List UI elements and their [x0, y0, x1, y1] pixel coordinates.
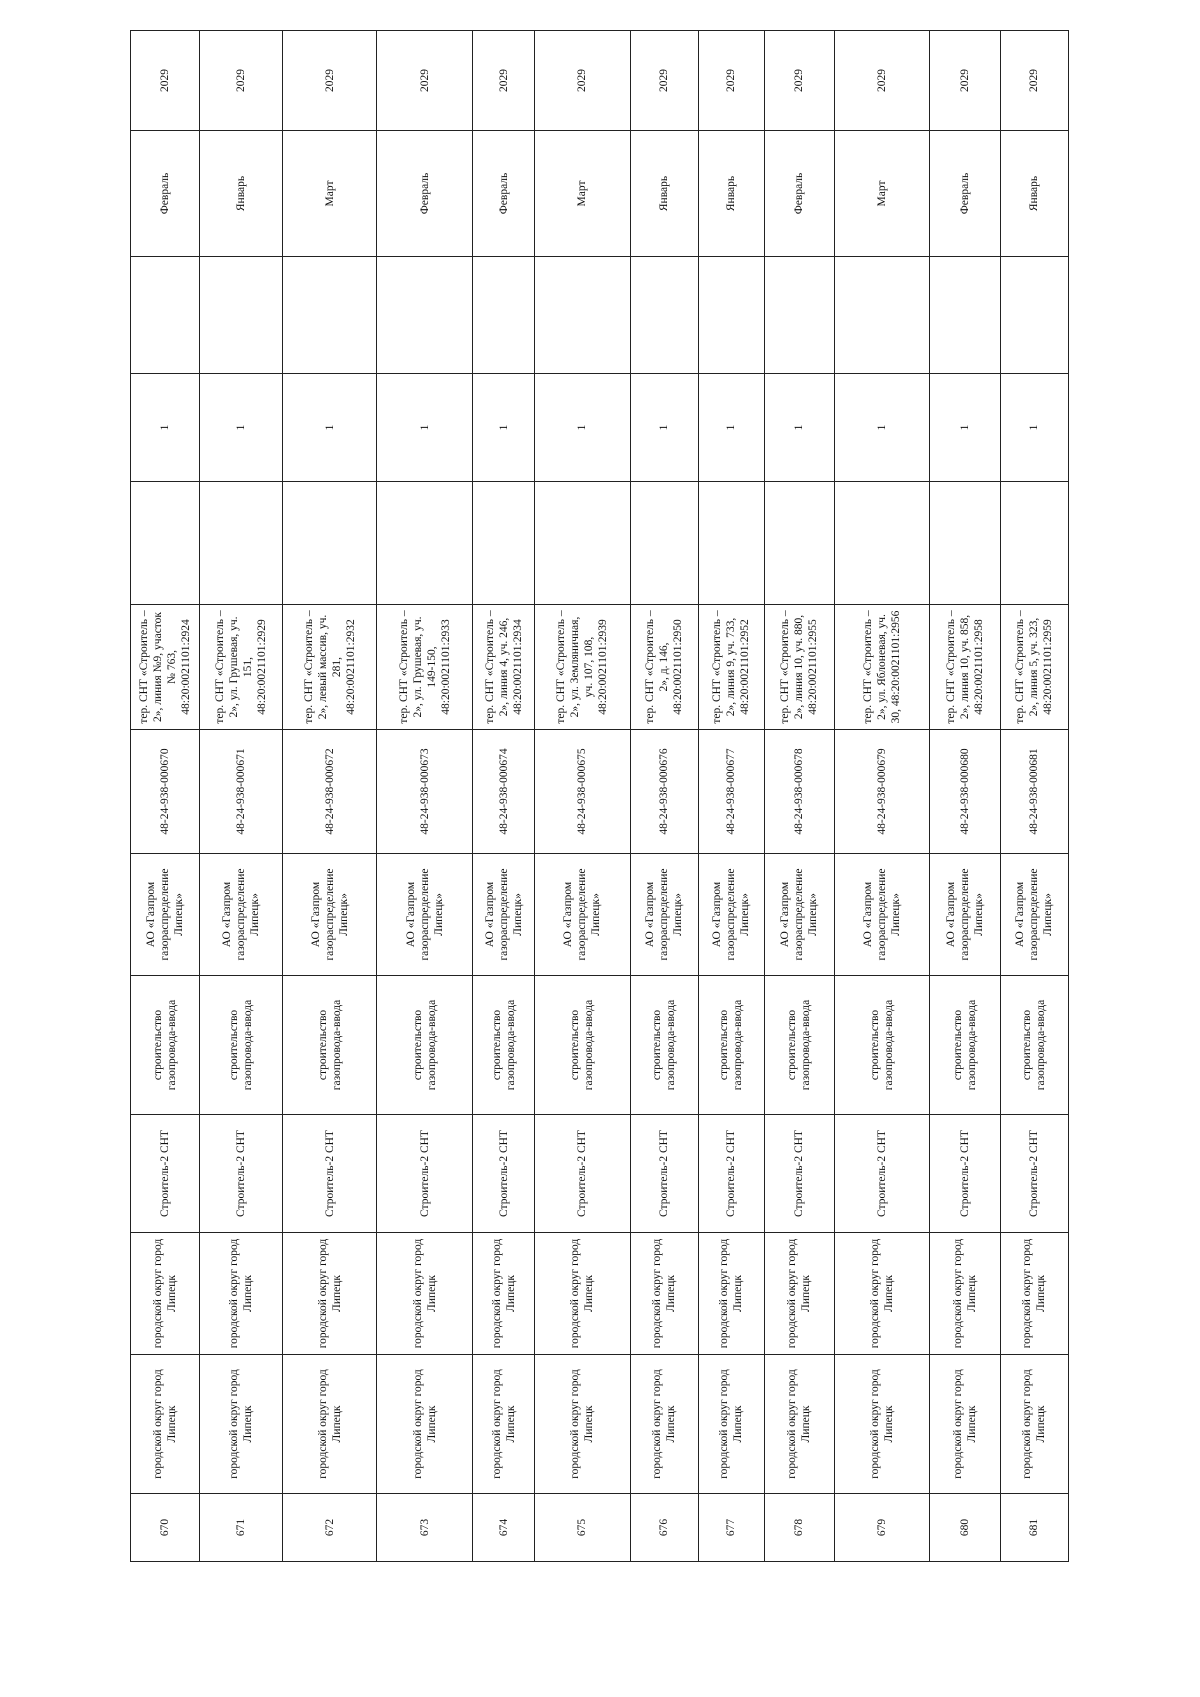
planned-year-cell: 2029 — [377, 31, 472, 131]
object-code-cell: 48-24-938-000675 — [535, 730, 630, 854]
planned-month-cell: Февраль — [377, 131, 472, 257]
object-code-cell: 48-24-938-000673 — [377, 730, 472, 854]
note-cell — [930, 257, 1000, 374]
planned-month-cell: Февраль — [930, 131, 1000, 257]
object-code-cell: 48-24-938-000671 — [200, 730, 283, 854]
settlement-cell: городской округ город Липецк — [131, 1233, 200, 1355]
settlement-cell: городской округ город Липецк — [930, 1233, 1000, 1355]
organization-cell: АО «Газпром газораспределение Липецк» — [630, 854, 698, 976]
work-type-cell: строительство газопровода-ввода — [535, 976, 630, 1115]
planned-year-cell: 2029 — [200, 31, 283, 131]
planned-year-cell: 2029 — [630, 31, 698, 131]
settlement-cell: городской округ город Липецк — [835, 1233, 930, 1355]
planned-year-cell: 2029 — [283, 31, 377, 131]
quantity-cell: 1 — [698, 374, 764, 482]
table-row — [377, 31, 472, 1562]
municipality-cell: городской округ город Липецк — [472, 1355, 534, 1494]
quantity-cell: 1 — [764, 374, 834, 482]
planned-year-cell: 2029 — [835, 31, 930, 131]
table-row — [698, 31, 764, 1562]
organization-cell: АО «Газпром газораспределение Липецк» — [200, 854, 283, 976]
organization-cell: АО «Газпром газораспределение Липецк» — [283, 854, 377, 976]
quantity-cell: 1 — [535, 374, 630, 482]
settlement-cell: городской округ город Липецк — [200, 1233, 283, 1355]
gas-connection-register-table — [130, 30, 1069, 1562]
note-cell — [200, 257, 283, 374]
note-cell — [535, 257, 630, 374]
municipality-cell: городской округ город Липецк — [698, 1355, 764, 1494]
municipality-cell: городской округ город Липецк — [930, 1355, 1000, 1494]
municipality-cell: городской округ город Липецк — [630, 1355, 698, 1494]
work-type-cell: строительство газопровода-ввода — [472, 976, 534, 1115]
snt-name-cell: Строитель-2 СНТ — [764, 1115, 834, 1233]
snt-name-cell: Строитель-2 СНТ — [200, 1115, 283, 1233]
extra-info-cell — [283, 482, 377, 605]
organization-cell: АО «Газпром газораспределение Липецк» — [472, 854, 534, 976]
extra-info-cell — [535, 482, 630, 605]
work-type-cell: строительство газопровода-ввода — [698, 976, 764, 1115]
address-cadastral-cell: тер. СНТ «Строитель – 2», ул. Яблоневая, уч. 30, 48:20:0021101:2956 — [835, 605, 930, 730]
object-code-cell: 48-24-938-000674 — [472, 730, 534, 854]
organization-cell: АО «Газпром газораспределение Липецк» — [377, 854, 472, 976]
table-row — [131, 31, 200, 1562]
table-row — [835, 31, 930, 1562]
planned-month-cell: Март — [535, 131, 630, 257]
municipality-cell: городской округ город Липецк — [764, 1355, 834, 1494]
settlement-cell: городской округ город Липецк — [283, 1233, 377, 1355]
work-type-cell: строительство газопровода-ввода — [630, 976, 698, 1115]
planned-year-cell: 2029 — [764, 31, 834, 131]
address-cadastral-cell: тер. СНТ «Строитель – 2», линия 5, уч. 323, 48:20:0021101:2959 — [1000, 605, 1068, 730]
settlement-cell: городской округ город Липецк — [764, 1233, 834, 1355]
table-row — [535, 31, 630, 1562]
address-cadastral-cell: тер. СНТ «Строитель – 2», линия 9, уч. 733, 48:20:0021101:2952 — [698, 605, 764, 730]
extra-info-cell — [764, 482, 834, 605]
snt-name-cell: Строитель-2 СНТ — [930, 1115, 1000, 1233]
municipality-cell: городской округ город Липецк — [535, 1355, 630, 1494]
municipality-cell: городской округ город Липецк — [283, 1355, 377, 1494]
snt-name-cell: Строитель-2 СНТ — [131, 1115, 200, 1233]
object-code-cell: 48-24-938-000676 — [630, 730, 698, 854]
object-code-cell: 48-24-938-000678 — [764, 730, 834, 854]
row-number: 672 — [283, 1494, 377, 1562]
object-code-cell: 48-24-938-000677 — [698, 730, 764, 854]
municipality-cell: городской округ город Липецк — [1000, 1355, 1068, 1494]
row-number: 671 — [200, 1494, 283, 1562]
organization-cell: АО «Газпром газораспределение Липецк» — [1000, 854, 1068, 976]
organization-cell: АО «Газпром газораспределение Липецк» — [764, 854, 834, 976]
organization-cell: АО «Газпром газораспределение Липецк» — [930, 854, 1000, 976]
note-cell — [377, 257, 472, 374]
table-row — [630, 31, 698, 1562]
quantity-cell: 1 — [630, 374, 698, 482]
snt-name-cell: Строитель-2 СНТ — [472, 1115, 534, 1233]
register-rows — [131, 31, 1069, 1562]
address-cadastral-cell: тер. СНТ «Строитель – 2», ул. Грушевая, уч. 149-150, 48:20:0021101:2933 — [377, 605, 472, 730]
quantity-cell: 1 — [1000, 374, 1068, 482]
note-cell — [472, 257, 534, 374]
extra-info-cell — [200, 482, 283, 605]
planned-month-cell: Март — [283, 131, 377, 257]
snt-name-cell: Строитель-2 СНТ — [835, 1115, 930, 1233]
address-cadastral-cell: тер. СНТ «Строитель – 2», линия 10, уч. 858, 48:20:0021101:2958 — [930, 605, 1000, 730]
address-cadastral-cell: тер. СНТ «Строитель – 2», ул. Грушевая, уч. 151, 48:20:0021101:2929 — [200, 605, 283, 730]
snt-name-cell: Строитель-2 СНТ — [630, 1115, 698, 1233]
address-cadastral-cell: тер. СНТ «Строитель – 2», линия №9, участок № 763, 48:20:0021101:2924 — [131, 605, 200, 730]
note-cell — [283, 257, 377, 374]
table-row — [1000, 31, 1068, 1562]
planned-month-cell: Февраль — [131, 131, 200, 257]
organization-cell: АО «Газпром газораспределение Липецк» — [835, 854, 930, 976]
planned-month-cell: Январь — [698, 131, 764, 257]
note-cell — [764, 257, 834, 374]
snt-name-cell: Строитель-2 СНТ — [1000, 1115, 1068, 1233]
planned-month-cell: Январь — [1000, 131, 1068, 257]
work-type-cell: строительство газопровода-ввода — [377, 976, 472, 1115]
planned-year-cell: 2029 — [698, 31, 764, 131]
extra-info-cell — [630, 482, 698, 605]
work-type-cell: строительство газопровода-ввода — [200, 976, 283, 1115]
work-type-cell: строительство газопровода-ввода — [930, 976, 1000, 1115]
row-number: 680 — [930, 1494, 1000, 1562]
planned-month-cell: Февраль — [472, 131, 534, 257]
work-type-cell: строительство газопровода-ввода — [764, 976, 834, 1115]
work-type-cell: строительство газопровода-ввода — [131, 976, 200, 1115]
table-row — [200, 31, 283, 1562]
quantity-cell: 1 — [283, 374, 377, 482]
planned-month-cell: Февраль — [764, 131, 834, 257]
rotated-register-sheet — [130, 69, 1069, 1562]
planned-year-cell: 2029 — [535, 31, 630, 131]
snt-name-cell: Строитель-2 СНТ — [535, 1115, 630, 1233]
extra-info-cell — [1000, 482, 1068, 605]
address-cadastral-cell: тер. СНТ «Строитель – 2», левый массив, уч. 281, 48:20:0021101:2932 — [283, 605, 377, 730]
table-row — [283, 31, 377, 1562]
planned-year-cell: 2029 — [131, 31, 200, 131]
row-number: 677 — [698, 1494, 764, 1562]
address-cadastral-cell: тер. СНТ «Строитель – 2», д. 146, 48:20:0021101:2950 — [630, 605, 698, 730]
work-type-cell: строительство газопровода-ввода — [835, 976, 930, 1115]
address-cadastral-cell: тер. СНТ «Строитель – 2», ул. Земляничная, уч. 107, 108, 48:20:0021101:2939 — [535, 605, 630, 730]
note-cell — [1000, 257, 1068, 374]
table-row — [764, 31, 834, 1562]
quantity-cell: 1 — [377, 374, 472, 482]
row-number: 675 — [535, 1494, 630, 1562]
object-code-cell: 48-24-938-000670 — [131, 730, 200, 854]
extra-info-cell — [472, 482, 534, 605]
row-number: 674 — [472, 1494, 534, 1562]
extra-info-cell — [698, 482, 764, 605]
settlement-cell: городской округ город Липецк — [472, 1233, 534, 1355]
row-number: 670 — [131, 1494, 200, 1562]
settlement-cell: городской округ город Липецк — [535, 1233, 630, 1355]
organization-cell: АО «Газпром газораспределение Липецк» — [535, 854, 630, 976]
planned-year-cell: 2029 — [472, 31, 534, 131]
extra-info-cell — [930, 482, 1000, 605]
quantity-cell: 1 — [930, 374, 1000, 482]
row-number: 676 — [630, 1494, 698, 1562]
note-cell — [835, 257, 930, 374]
settlement-cell: городской округ город Липецк — [630, 1233, 698, 1355]
planned-year-cell: 2029 — [930, 31, 1000, 131]
planned-month-cell: Январь — [200, 131, 283, 257]
note-cell — [698, 257, 764, 374]
quantity-cell: 1 — [472, 374, 534, 482]
extra-info-cell — [835, 482, 930, 605]
object-code-cell: 48-24-938-000681 — [1000, 730, 1068, 854]
settlement-cell: городской округ город Липецк — [377, 1233, 472, 1355]
row-number: 681 — [1000, 1494, 1068, 1562]
row-number: 678 — [764, 1494, 834, 1562]
work-type-cell: строительство газопровода-ввода — [1000, 976, 1068, 1115]
planned-month-cell: Январь — [630, 131, 698, 257]
work-type-cell: строительство газопровода-ввода — [283, 976, 377, 1115]
municipality-cell: городской округ город Липецк — [377, 1355, 472, 1494]
planned-month-cell: Март — [835, 131, 930, 257]
quantity-cell: 1 — [835, 374, 930, 482]
object-code-cell: 48-24-938-000672 — [283, 730, 377, 854]
municipality-cell: городской округ город Липецк — [131, 1355, 200, 1494]
quantity-cell: 1 — [200, 374, 283, 482]
quantity-cell: 1 — [131, 374, 200, 482]
object-code-cell: 48-24-938-000680 — [930, 730, 1000, 854]
address-cadastral-cell: тер. СНТ «Строитель – 2», линия 10, уч. 880, 48:20:0021101:2955 — [764, 605, 834, 730]
note-cell — [630, 257, 698, 374]
address-cadastral-cell: тер. СНТ «Строитель – 2», линия 4, уч. 246, 48:20:0021101:2934 — [472, 605, 534, 730]
note-cell — [131, 257, 200, 374]
row-number: 679 — [835, 1494, 930, 1562]
row-number: 673 — [377, 1494, 472, 1562]
object-code-cell: 48-24-938-000679 — [835, 730, 930, 854]
table-row — [472, 31, 534, 1562]
municipality-cell: городской округ город Липецк — [200, 1355, 283, 1494]
snt-name-cell: Строитель-2 СНТ — [698, 1115, 764, 1233]
extra-info-cell — [131, 482, 200, 605]
organization-cell: АО «Газпром газораспределение Липецк» — [131, 854, 200, 976]
settlement-cell: городской округ город Липецк — [698, 1233, 764, 1355]
extra-info-cell — [377, 482, 472, 605]
settlement-cell: городской округ город Липецк — [1000, 1233, 1068, 1355]
table-row — [930, 31, 1000, 1562]
snt-name-cell: Строитель-2 СНТ — [283, 1115, 377, 1233]
organization-cell: АО «Газпром газораспределение Липецк» — [698, 854, 764, 976]
planned-year-cell: 2029 — [1000, 31, 1068, 131]
snt-name-cell: Строитель-2 СНТ — [377, 1115, 472, 1233]
municipality-cell: городской округ город Липецк — [835, 1355, 930, 1494]
